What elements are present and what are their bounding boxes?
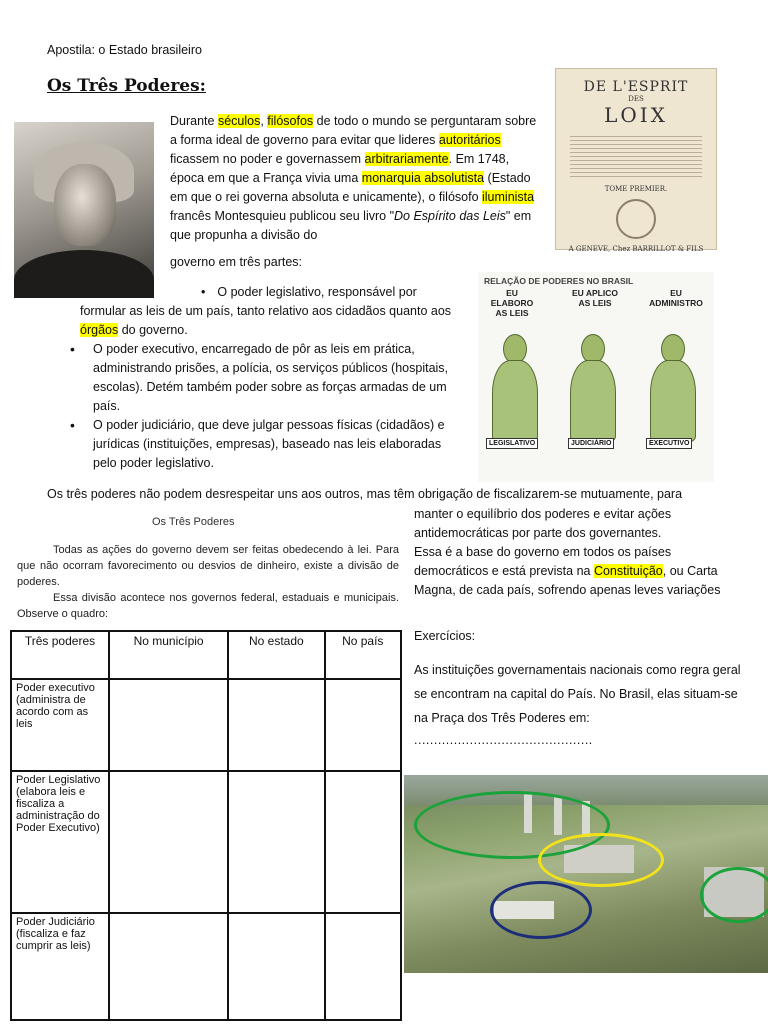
highlight-word: órgãos (80, 323, 119, 337)
table-cell[interactable] (109, 679, 228, 771)
intro-paragraph: Durante séculos, filósofos de todo o mundo se perguntaram sobre a forma ideal de governo para evitar que lideres autoritários ficassem no poder e governassem arbitrariamente. Em 1748, época em que a França vivia uma monarquia absolutista (Estado em que o rei governa absoluta e unicamente), o filósofo iluminista francês Montesquieu publicou seu livro "Do Espírito das Leis" em que propunha a divisão do (170, 114, 537, 242)
answer-line[interactable]: ............................................. (414, 733, 593, 747)
highlight-word: autoritários (438, 133, 501, 147)
table-header: Três poderes (11, 631, 109, 679)
highlight-word: séculos (217, 114, 261, 128)
balance-paragraph: Os três poderes não podem desrespeitar uns aos outros, mas têm obrigação de fiscalizarem-se mutuamente, para (47, 487, 683, 501)
table-header: No país (325, 631, 401, 679)
balance-paragraph-continued: manter o equilíbrio dos poderes e evitar ações antidemocráticas por parte dos governantes. Essa é a base do governo em todos os países democráticos e está prevista na Constituição, ou Carta Magna, de cada país, sofrendo apenas leves variações (414, 507, 721, 597)
figure-label: EXECUTIVO (646, 438, 692, 449)
book-publisher: A GENEVE, Chez BARRILLOT & FILS (568, 245, 704, 253)
table-cell[interactable] (109, 913, 228, 1020)
table-cell[interactable] (109, 771, 228, 913)
bullet-executivo: • O poder executivo, encarregado de pôr as leis em prática, administrando prisões, a polícia, os serviços públicos (hospitais, escolas). Detém também poder sobre as forças armadas de um país. (80, 340, 460, 416)
montesquieu-portrait (14, 122, 154, 298)
table-cell[interactable] (325, 913, 401, 1020)
table-cell[interactable] (325, 679, 401, 771)
figure-label: JUDICIÁRIO (568, 438, 614, 449)
table-row-label: Poder Legislativo (elabora leis e fiscaliza a administração do Poder Executivo) (11, 771, 109, 913)
yellow-ring-marker (538, 833, 664, 887)
table-cell[interactable] (325, 771, 401, 913)
book-subtitle: TOME PREMIER. (604, 185, 668, 193)
exercise-question: As instituições governamentais nacionais como regra geral se encontram na capital do País. No Brasil, elas situam-se na Praça dos Três Poderes em: (414, 663, 741, 725)
bullet-judiciario: • O poder judiciário, que deve julgar pessoas físicas (cidadãos) e jurídicas (instituições, empresas), baseado nas leis elaboradas pelo poder legislativo. (80, 416, 460, 473)
highlight-word: filósofos (267, 114, 314, 128)
cartoon-caption: RELAÇÃO DE PODERES NO BRASIL (484, 276, 634, 286)
table-cell[interactable] (228, 679, 324, 771)
speech-bubble: EU ELABORO AS LEIS (490, 288, 534, 318)
powers-cartoon-image (478, 272, 714, 482)
blue-ring-marker (490, 881, 592, 939)
book-ornament-icon (616, 199, 656, 239)
scan-title: Os Três Poderes (152, 516, 235, 528)
highlight-word: monarquia absolutista (361, 171, 485, 185)
table-cell[interactable] (228, 771, 324, 913)
book-title-line3: LOIX (604, 103, 668, 127)
powers-bullet-list (80, 283, 460, 473)
table-header: No município (109, 631, 228, 679)
green-ring-marker (700, 867, 768, 923)
book-cover-image (555, 68, 717, 253)
document-header: Apostila: o Estado brasileiro (47, 43, 202, 57)
table-cell[interactable] (228, 913, 324, 1020)
table-row-label: Poder Judiciário (fiscaliza e faz cumprir as leis) (11, 913, 109, 1020)
table-header: No estado (228, 631, 324, 679)
scan-body: Todas as ações do governo devem ser feitas obedecendo à lei. Para que não ocorram favorecimento ou desvios de dinheiro, existe a divisão de poderes. Essa divisão acontece nos governos federal, estaduais e municipais. Observe o quadro: (17, 544, 399, 620)
praca-tres-poderes-photo (404, 775, 768, 973)
page-title: Os Três Poderes: (47, 76, 206, 96)
table-row-label: Poder executivo (administra de acordo com as leis (11, 679, 109, 771)
powers-table (10, 630, 402, 1021)
highlight-word: arbitrariamente (364, 152, 449, 166)
bullet-legislativo: • O poder legislativo, responsável por formular as leis de um país, tanto relativo aos cidadãos quanto aos órgãos do governo. (80, 283, 460, 340)
speech-bubble: EU APLICO AS LEIS (572, 288, 618, 308)
highlight-word: iluminista (482, 190, 535, 204)
speech-bubble: EU ADMINISTRO (649, 288, 703, 308)
book-title-line1: DE L'ESPRIT (583, 79, 689, 95)
exercises-title: Exercícios: (414, 629, 476, 643)
book-title-line2: DES (628, 95, 644, 103)
figure-label: LEGISLATIVO (486, 438, 538, 449)
highlight-word: Constituição (593, 564, 663, 578)
intro-paragraph-end: governo em três partes: (170, 255, 303, 269)
